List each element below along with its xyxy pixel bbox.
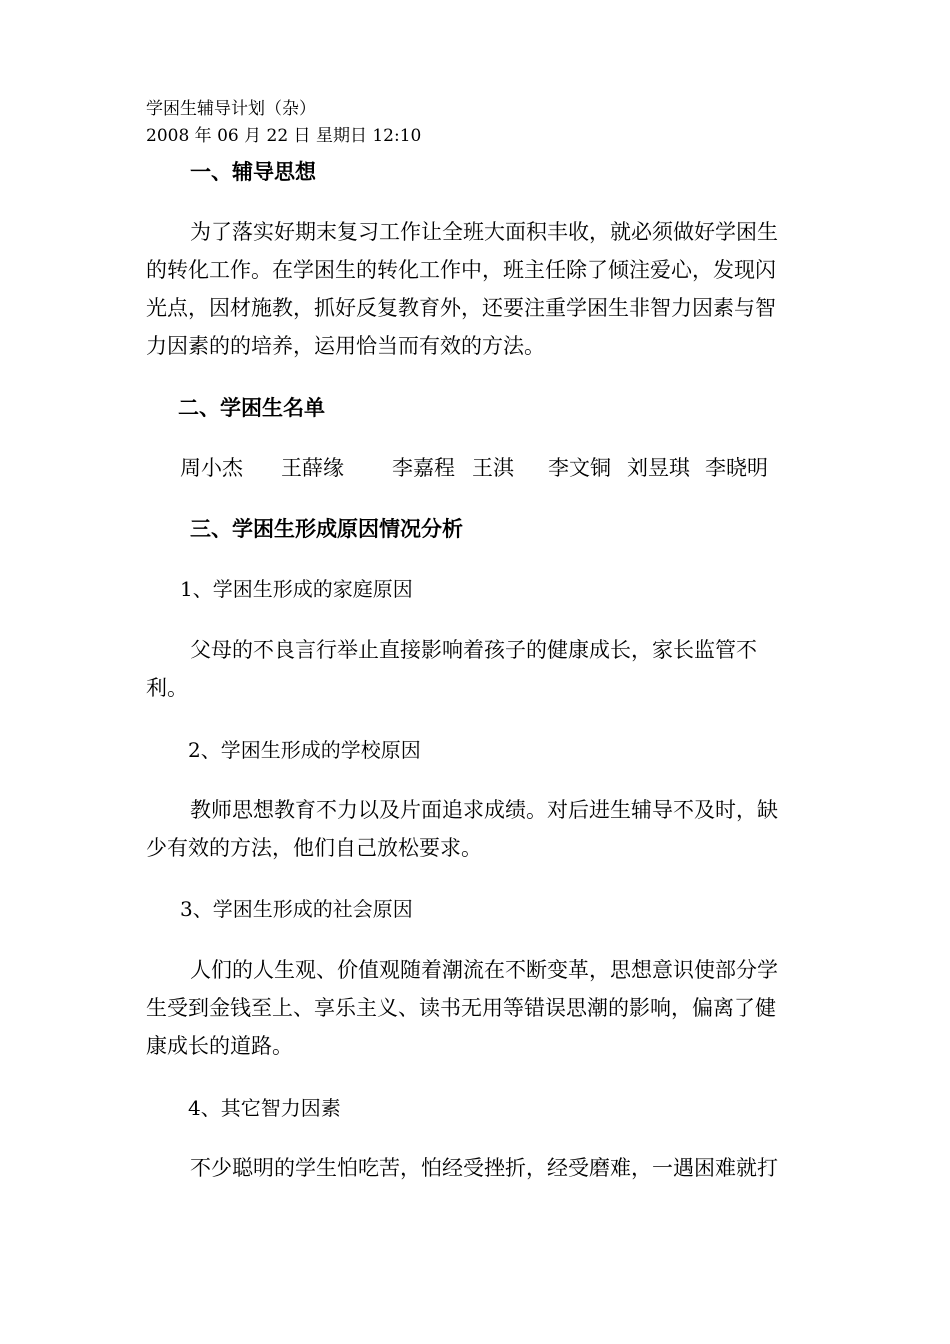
student-name: 李晓明	[705, 456, 768, 480]
paragraph-line: 教师思想教育不力以及片面追求成绩。对后进生辅导不及时，缺	[190, 798, 778, 822]
paragraph-line: 少有效的方法，他们自己放松要求。	[146, 836, 482, 860]
paragraph-line: 父母的不良言行举止直接影响着孩子的健康成长，家长监管不	[190, 638, 757, 662]
student-name-list	[0, 458, 950, 484]
section-heading-3: 三、学困生形成原因情况分析	[190, 517, 463, 541]
paragraph-line: 为了落实好期末复习工作让全班大面积丰收，就必须做好学困生	[190, 220, 778, 244]
subsection-title: 3、学困生形成的社会原因	[180, 897, 413, 921]
section-heading-1: 一、辅导思想	[190, 160, 316, 184]
paragraph-line: 不少聪明的学生怕吃苦，怕经受挫折，经受磨难，一遇困难就打	[190, 1156, 778, 1180]
document-date: 2008 年 06 月 22 日 星期日 12:10	[146, 126, 422, 146]
subsection-title: 1、学困生形成的家庭原因	[180, 577, 413, 601]
document-title: 学困生辅导计划（杂）	[146, 99, 316, 119]
paragraph-line: 生受到金钱至上、享乐主义、读书无用等错误思潮的影响，偏离了健	[146, 996, 776, 1020]
student-name: 刘昱琪	[627, 456, 690, 480]
paragraph-line: 康成长的道路。	[146, 1034, 293, 1058]
student-name: 王薛缘	[281, 456, 344, 480]
section-heading-2: 二、学困生名单	[178, 396, 325, 420]
paragraph-line: 的转化工作。在学困生的转化工作中，班主任除了倾注爱心，发现闪	[146, 258, 776, 282]
paragraph-line: 利。	[146, 676, 188, 700]
subsection-title: 2、学困生形成的学校原因	[188, 738, 421, 762]
paragraph-line: 人们的人生观、价值观随着潮流在不断变革，思想意识使部分学	[190, 958, 778, 982]
student-name: 周小杰	[180, 456, 243, 480]
paragraph-line: 光点，因材施教，抓好反复教育外，还要注重学困生非智力因素与智	[146, 296, 776, 320]
student-name: 李嘉程	[392, 456, 455, 480]
subsection-title: 4、其它智力因素	[188, 1096, 341, 1120]
student-name: 李文铜	[548, 456, 611, 480]
student-name: 王淇	[472, 456, 514, 480]
paragraph-line: 力因素的的培养，运用恰当而有效的方法。	[146, 334, 545, 358]
